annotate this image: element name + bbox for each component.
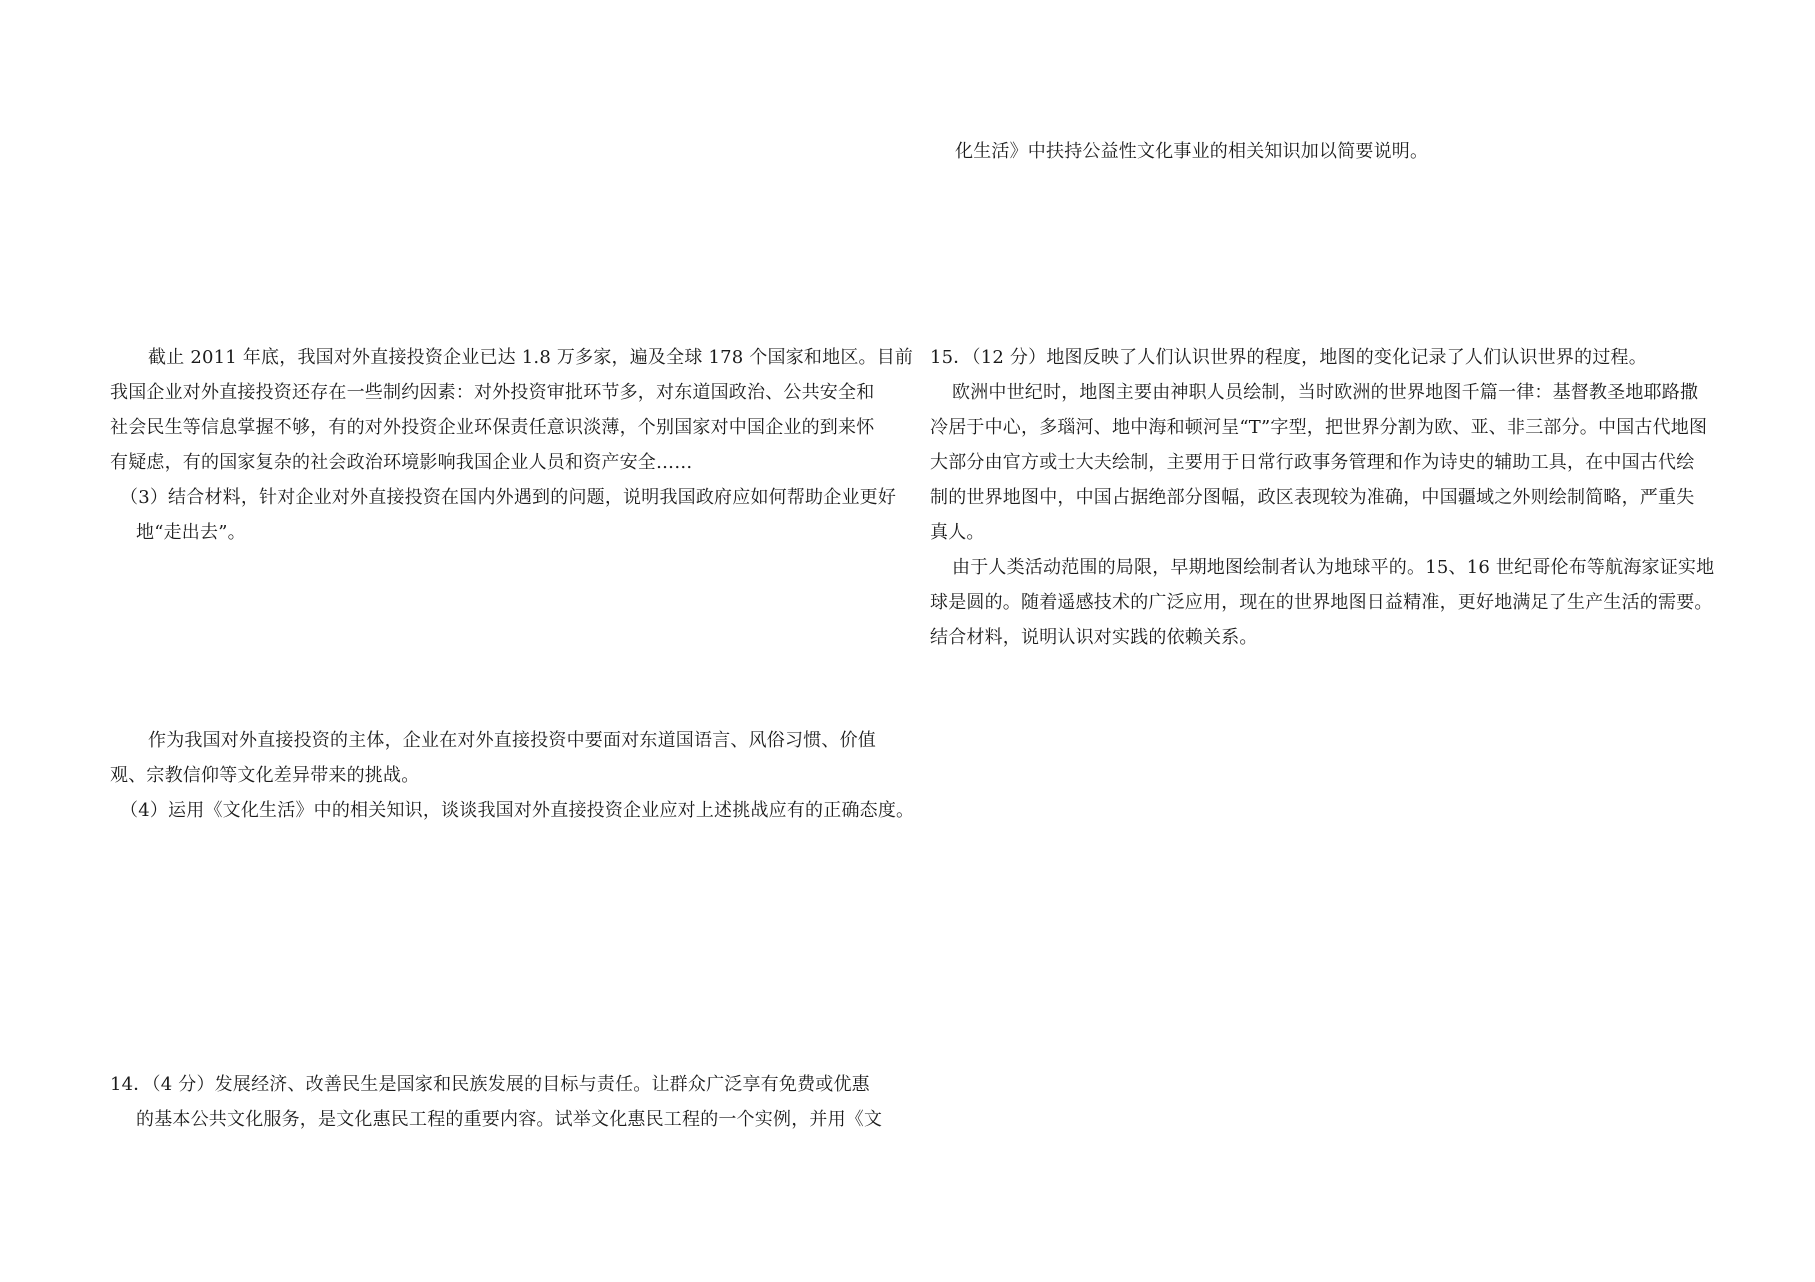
q15-para1-line: 大部分由官方或士大夫绘制，主要用于日常行政事务管理和作为诗史的辅助工具，在中国古代绘 (930, 452, 1695, 473)
q15-para1-line: 真人。 (930, 522, 985, 543)
q15-header: 15．（12 分）地图反映了人们认识世界的程度，地图的变化记录了人们认识世界的过程。 (930, 347, 1647, 368)
q15-para2-line: 球是圆的。随着遥感技术的广泛应用，现在的世界地图日益精准，更好地满足了生产生活的需要。 (930, 592, 1713, 613)
material1-line: 有疑虑，有的国家复杂的社会政治环境影响我国企业人员和资产安全…… (110, 452, 693, 473)
q14-line: 的基本公共文化服务，是文化惠民工程的重要内容。试举文化惠民工程的一个实例，并用《文 (136, 1109, 883, 1130)
q3-line: 地“走出去”。 (136, 522, 246, 543)
q3-line: （3）结合材料，针对企业对外直接投资在国内外遇到的问题，说明我国政府应如何帮助企业更好 (120, 487, 897, 508)
q15-para1-line: 制的世界地图中，中国占据绝部分图幅，政区表现较为准确，中国疆域之外则绘制简略，严重失 (930, 487, 1695, 508)
q15-para1-line: 欧洲中世纪时，地图主要由神职人员绘制，当时欧洲的世界地图千篇一律：基督教圣地耶路撒 (952, 382, 1699, 403)
material2-line: 观、宗教信仰等文化差异带来的挑战。 (110, 765, 420, 786)
q14-continuation: 化生活》中扶持公益性文化事业的相关知识加以简要说明。 (955, 141, 1429, 162)
material2-line: 作为我国对外直接投资的主体，企业在对外直接投资中要面对东道国语言、风俗习惯、价值 (148, 730, 876, 751)
q14-line: 14．（4 分）发展经济、改善民生是国家和民族发展的目标与责任。让群众广泛享有免费或优惠 (110, 1074, 870, 1095)
q15-para2-line: 由于人类活动范围的局限，早期地图绘制者认为地球平的。15、16 世纪哥伦布等航海家证实地 (952, 557, 1715, 578)
q15-para1-line: 冷居于中心，多瑙河、地中海和顿河呈“T”字型，把世界分割为欧、亚、非三部分。中国古代地图 (930, 417, 1708, 438)
material1-line: 社会民生等信息掌握不够，有的对外投资企业环保责任意识淡薄，个别国家对中国企业的到来怀 (110, 417, 875, 438)
material1-line: 截止 2011 年底，我国对外直接投资企业已达 1.8 万多家，遍及全球 178 个国家和地区。目前 (148, 347, 914, 368)
material1-line: 我国企业对外直接投资还存在一些制约因素：对外投资审批环节多，对东道国政治、公共安全和 (110, 382, 875, 403)
q15-question: 结合材料，说明认识对实践的依赖关系。 (930, 627, 1258, 648)
q4-question: （4）运用《文化生活》中的相关知识，谈谈我国对外直接投资企业应对上述挑战应有的正确态度。 (120, 800, 915, 821)
